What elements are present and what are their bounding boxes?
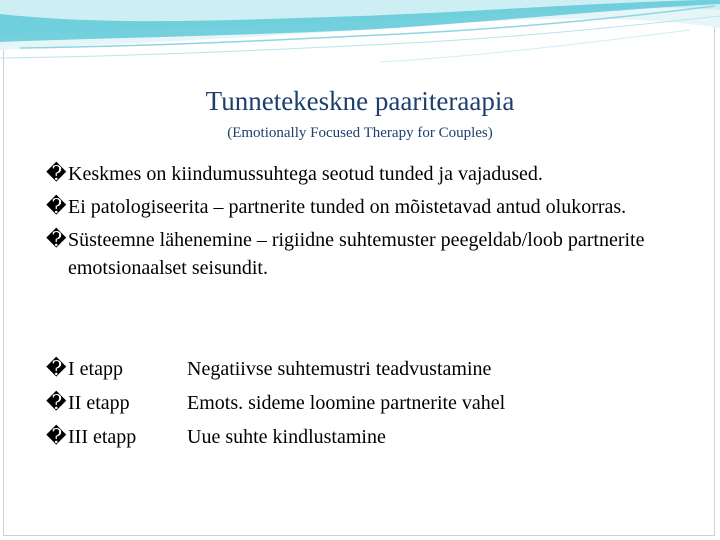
stage-description: Negatiivse suhtemustri teadvustamine xyxy=(187,358,492,380)
stage-description: Uue suhte kindlustamine xyxy=(187,426,386,448)
list-item xyxy=(46,226,686,282)
bullet-marker-icon: � xyxy=(46,196,67,218)
bullet-marker-icon: � xyxy=(46,163,67,185)
stage-label: III etapp xyxy=(68,426,137,448)
slide-title: Tunnetekeskne paariteraapia xyxy=(205,86,515,116)
bullet-list xyxy=(46,160,686,287)
wave-decoration xyxy=(0,0,720,80)
bullet-text: Süsteemne lähenemine – rigiidne suhtemuster peegeldab/loob partnerite emotsionaalset seisundit. xyxy=(68,229,645,279)
slide-subtitle: (Emotionally Focused Therapy for Couples) xyxy=(227,125,493,141)
stage-label: II etapp xyxy=(68,392,130,414)
bullet-text: Ei patologiseerita – partnerite tunded on mõistetavad antud olukorras. xyxy=(68,196,627,218)
stage-label: I etapp xyxy=(68,358,123,380)
bullet-text: Keskmes on kiindumussuhtega seotud tunded ja vajadused. xyxy=(68,163,543,185)
bullet-marker-icon: � xyxy=(46,229,67,251)
bullet-marker-icon: � xyxy=(46,358,67,380)
bullet-marker-icon: � xyxy=(46,426,67,448)
stage-description: Emots. sideme loomine partnerite vahel xyxy=(187,392,506,414)
list-item xyxy=(46,160,686,188)
list-item xyxy=(46,193,686,221)
bullet-marker-icon: � xyxy=(46,392,67,414)
